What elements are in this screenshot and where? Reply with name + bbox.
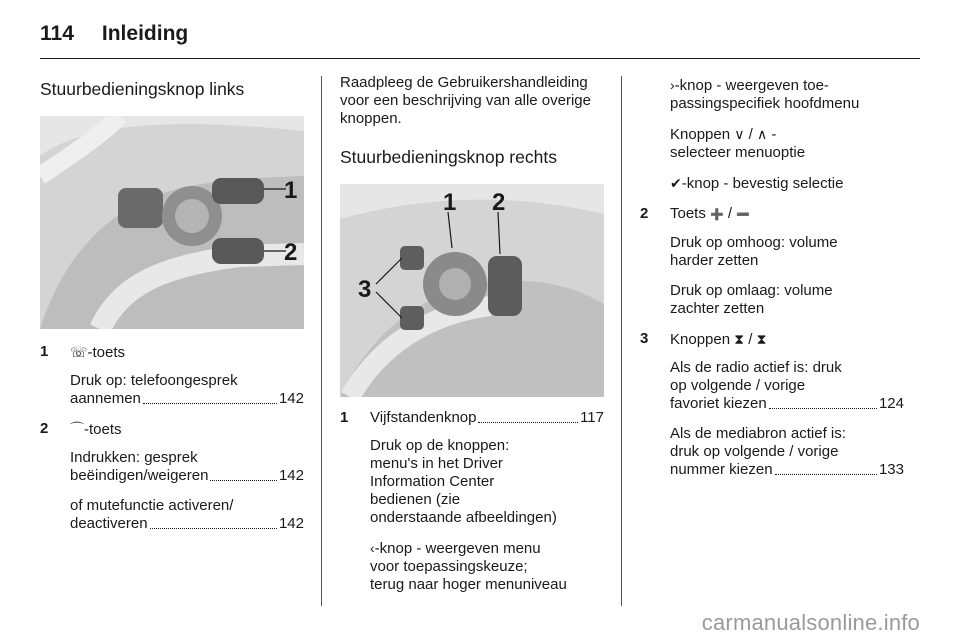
page-reference: Vijfstandenknop 117 <box>370 409 604 426</box>
hang-up-icon: ⌒ <box>70 421 84 437</box>
right-callout-1: 1 <box>443 189 457 216</box>
right-item-2: 2 Toets ➕ / ➖ Druk op omhoog: volume harder zetten Druk op omlaag: volume zachter zetten <box>640 205 904 330</box>
item-number: 2 <box>640 205 649 222</box>
prev-track-icon: ⧗ <box>756 331 767 347</box>
phone-icon: ☏ <box>70 344 88 360</box>
next-track-icon: ⧗ <box>734 331 745 347</box>
left-callout-1: 1 <box>284 177 298 204</box>
left-toggle-pad <box>118 188 163 228</box>
chevron-right-icon: › <box>670 77 675 93</box>
middle-heading: Stuurbedieningsknop rechts <box>340 147 557 167</box>
left-callout-2: 2 <box>284 239 298 266</box>
prev-button-graphic <box>400 306 424 330</box>
item-label: -toets <box>87 344 126 361</box>
right-item-3: 3 Knoppen ⧗ / ⧗ Als de radio actief is: druk op volgende / vorige favoriet kiezen 124 Als de mediabron actief is: druk op volgende / vorige nummer kiezen 133 <box>640 330 904 491</box>
right-steering-illustration <box>340 184 604 397</box>
end-call-button-graphic <box>212 238 264 264</box>
item-text: Druk op: telefoongesprek <box>70 372 238 389</box>
right-item-1-continued: ›-knop - weergeven toe- passingspecifiek hoofdmenu Knoppen ∨ / ∧ - selecteer menuoptie ✔-knop - bevestig selectie <box>670 77 860 192</box>
check-icon: ✔ <box>670 175 682 191</box>
volume-rocker-graphic <box>488 256 522 316</box>
item-text: Indrukken: gesprek <box>70 449 198 466</box>
right-column <box>640 74 904 491</box>
chevron-left-icon: ‹ <box>370 540 375 556</box>
header-rule <box>40 58 920 59</box>
page-reference: aannemen 142 <box>70 390 304 407</box>
left-steering-figure <box>40 116 304 329</box>
watermark: carmanualsonline.info <box>701 610 920 635</box>
page-reference: beëindigen/weigeren 142 <box>70 467 304 484</box>
answer-call-button-graphic <box>212 178 264 204</box>
chapter-title: Inleiding <box>101 22 189 45</box>
left-column <box>40 74 304 545</box>
middle-item-1: 1 Vijfstandenknop 117 Druk op de knoppen: menu's in het Driver Information Center bedienen (zie onderstaande afbeeldingen) ‹-knop - weergeven menu voor toepassingskeuze; terug naar hoger menuniveau <box>340 409 604 606</box>
middle-column <box>340 74 604 606</box>
left-heading: Stuurbedieningsknop links <box>40 79 245 99</box>
next-button-graphic <box>400 246 424 270</box>
volume-down-icon: ➖ <box>736 209 750 221</box>
item-number: 1 <box>340 409 349 426</box>
left-item-1 <box>40 343 304 420</box>
right-callout-3: 3 <box>358 276 372 303</box>
left-steering-illustration <box>40 116 304 329</box>
page-number: 114 <box>40 22 74 45</box>
intro-text: Raadpleeg de Gebruikershandleiding voor een beschrijving van alle overige knoppen. <box>340 74 591 127</box>
column-divider-1 <box>321 76 322 606</box>
item-number: 2 <box>40 420 49 437</box>
column-divider-2 <box>621 76 622 606</box>
item-text: of mutefunctie activeren/ <box>70 497 234 514</box>
right-callout-2: 2 <box>492 189 506 216</box>
volume-up-icon: ➕ <box>710 209 724 221</box>
right-steering-figure <box>340 184 604 397</box>
page-reference: nummer kiezen 133 <box>670 461 904 478</box>
item-number: 3 <box>640 330 649 347</box>
chevron-down-icon: ∨ <box>734 126 745 142</box>
item-number: 1 <box>40 343 49 360</box>
page-reference: deactiveren 142 <box>70 515 304 532</box>
chevron-up-icon: ∧ <box>757 126 768 142</box>
page-header <box>40 18 188 50</box>
left-item-2 <box>40 420 304 545</box>
item-label: -toets <box>84 421 122 438</box>
page-reference: favoriet kiezen 124 <box>670 395 904 412</box>
